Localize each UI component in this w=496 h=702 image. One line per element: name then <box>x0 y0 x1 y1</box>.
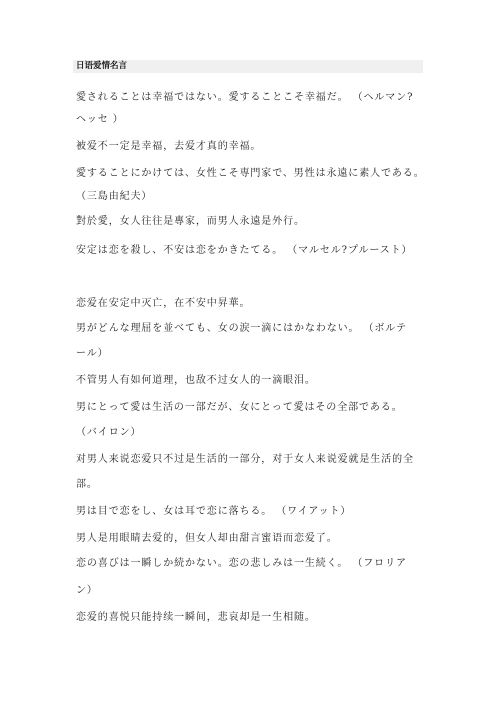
quote-line-17: 男は目で恋をし、女は耳で恋に落ちる。 （ワイアット） <box>76 506 352 517</box>
quote-line-12: 不管男人有如何道理，也敌不过女人的一滴眼泪。 <box>76 375 316 386</box>
quote-line-21: 恋爱的喜悦只能持续一瞬间，悲哀却是一生相随。 <box>76 612 316 623</box>
quote-line-16: 部。 <box>76 479 98 490</box>
quote-line-10: 男がどんな理屈を並べても、女の涙一滴にはかなわない。 （ボルテ <box>76 323 408 334</box>
quote-line-5: （三島由紀夫） <box>76 191 153 202</box>
quote-line-13: 男にとって愛は生活の一部だが、女にとって愛はその全部である。 <box>76 402 403 413</box>
quote-line-14: （バイロン） <box>76 427 142 438</box>
quote-line-2: ヘッセ ） <box>76 114 124 125</box>
document-title: 日语爱情名言 <box>76 61 128 71</box>
quote-line-19: 恋の喜びは一瞬しか続かない。恋の悲しみは一生続く。 （フロリア <box>76 558 407 569</box>
quote-line-7: 安定は恋を殺し、不安は恋をかきたてる。 （マルセル?プルースト） <box>76 245 413 256</box>
quote-line-1: 愛されることは幸福ではない。愛することこそ幸福だ。 （ヘルマン? <box>76 92 414 103</box>
quote-line-20: ン） <box>76 585 98 596</box>
quote-line-11: ール） <box>76 348 109 359</box>
quote-line-4: 愛することにかけては、女性こそ専門家で、男性は永遠に素人である。 <box>76 168 425 179</box>
quote-line-18: 男人是用眼睛去爱的，但女人却由甜言蜜语而恋爱了。 <box>76 533 338 544</box>
quote-line-6: 對於愛，女人往往是專家，而男人永遠是外行。 <box>76 216 305 227</box>
quote-line-15: 对男人来说恋爱只不过是生活的一部分，对于女人来说爱就是生活的全 <box>76 454 414 465</box>
quote-line-3: 被爱不一定是幸福，去爱才真的幸福。 <box>76 141 262 152</box>
quote-line-9: 恋爱在安定中灭亡，在不安中昇華。 <box>76 298 251 309</box>
